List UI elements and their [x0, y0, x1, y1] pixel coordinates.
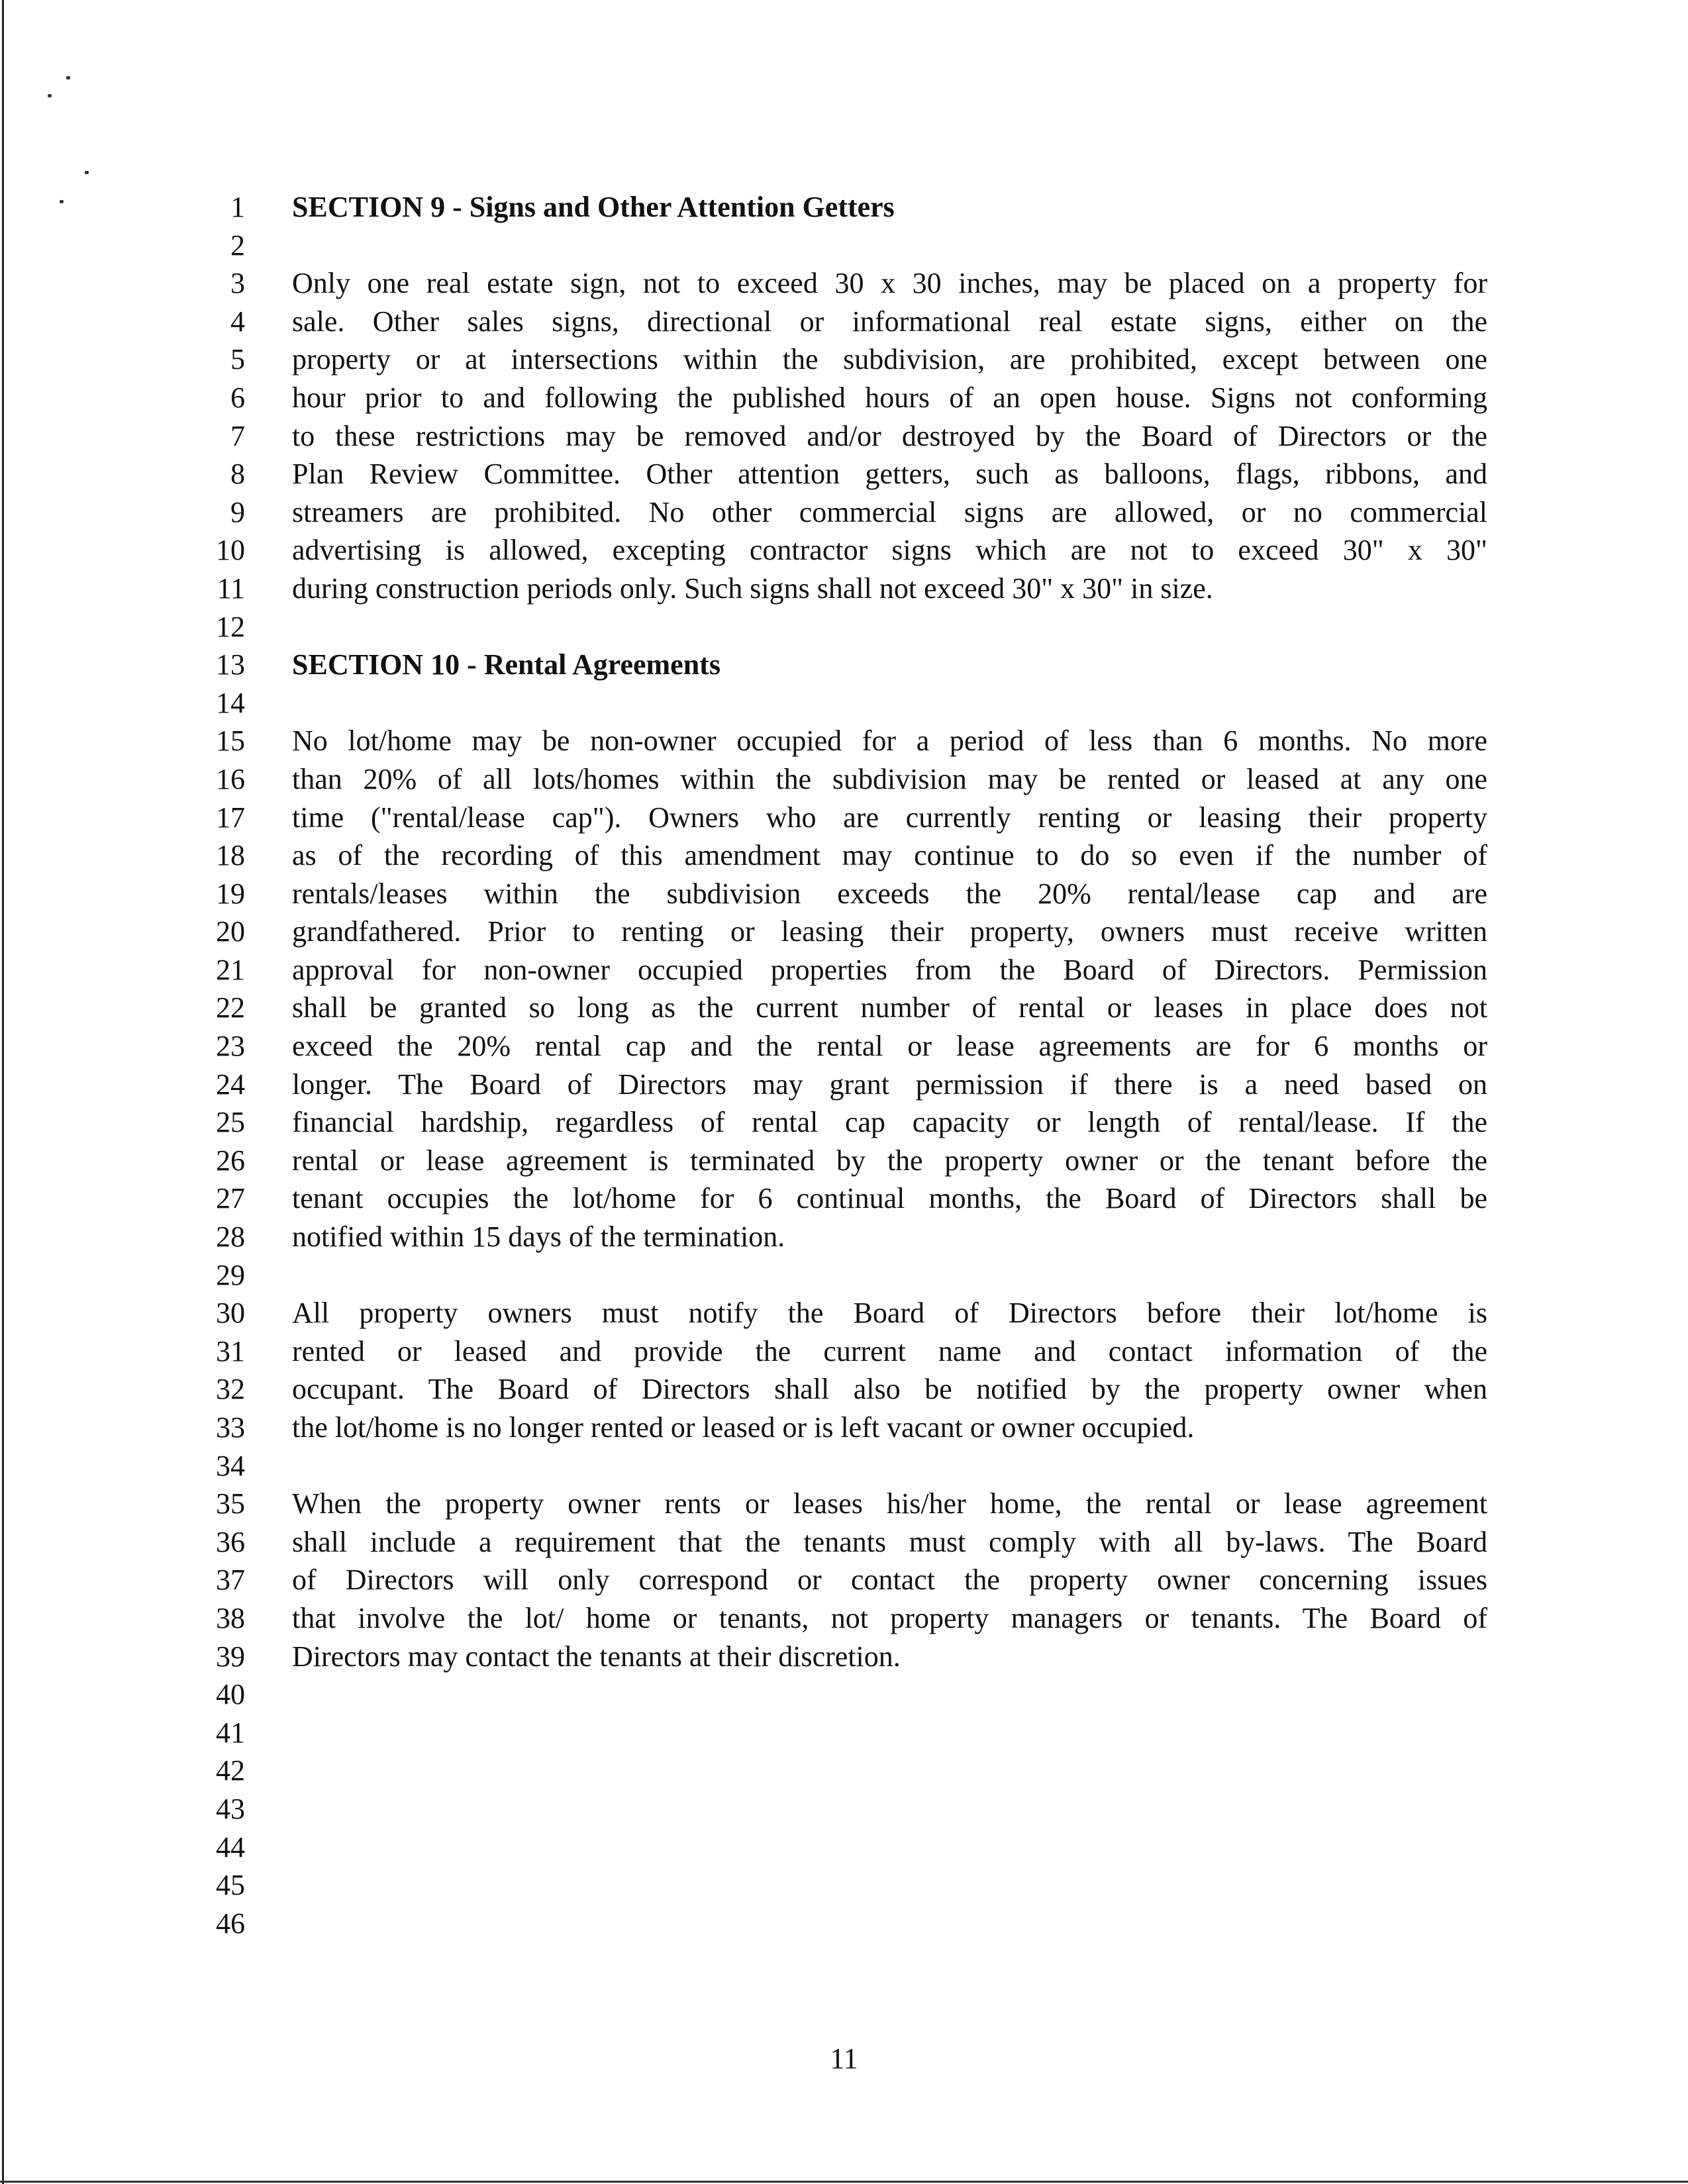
- line-number: 21: [216, 953, 245, 986]
- line-number: 33: [216, 1411, 245, 1444]
- line-number: 16: [216, 762, 245, 795]
- line-number: 2: [230, 228, 245, 262]
- line-number: 18: [216, 839, 245, 872]
- line-number: 19: [216, 877, 245, 910]
- line-number: 1: [230, 191, 245, 223]
- line-number: 45: [216, 1869, 245, 1902]
- line-number: 5: [230, 343, 245, 376]
- line-number: 4: [230, 305, 245, 338]
- text-line: notified within 15 days of the termination.: [292, 1220, 785, 1254]
- line-number: 13: [216, 648, 245, 681]
- line-number: 30: [216, 1297, 245, 1330]
- line-number: 10: [216, 534, 245, 567]
- text-line: financial hardship, regardless of rental cap capacity or length of rental/lease. If the: [292, 1106, 1487, 1139]
- line-number: 31: [216, 1334, 245, 1367]
- text-line: occupant. The Board of Directors shall also be notified by the property owner when: [292, 1373, 1487, 1406]
- line-number: 9: [230, 495, 245, 528]
- text-line: hour prior to and following the published hours of an open house. Signs not conforming: [292, 381, 1487, 414]
- text-line: Directors may contact the tenants at their discretion.: [292, 1640, 901, 1673]
- line-number: 41: [216, 1716, 245, 1749]
- text-line: rented or leased and provide the current name and contact information of the: [292, 1334, 1487, 1367]
- line-number-column: [166, 188, 245, 1942]
- text-line: sale. Other sales signs, directional or informational real estate signs, either on the: [292, 305, 1487, 338]
- blank-line: [292, 226, 1487, 265]
- text-line: When the property owner rents or leases his/her home, the rental or lease agreement: [292, 1487, 1487, 1520]
- line-number: 38: [216, 1601, 245, 1634]
- line-number: 6: [230, 381, 245, 414]
- text-line: streamers are prohibited. No other commercial signs are allowed, or no commercial: [292, 495, 1487, 528]
- line-number: 40: [216, 1678, 245, 1711]
- line-number: 43: [216, 1792, 245, 1825]
- line-number: 25: [216, 1106, 245, 1139]
- document-body: [292, 188, 1487, 1675]
- text-line: Only one real estate sign, not to exceed 30 x 30 inches, may be placed on a property for: [292, 267, 1487, 300]
- blank-line: [292, 1447, 1487, 1485]
- line-number: 44: [216, 1830, 245, 1863]
- text-line: property or at intersections within the subdivision, are prohibited, except between one: [292, 343, 1487, 376]
- text-line: approval for non-owner occupied properties from the Board of Directors. Permission: [292, 953, 1487, 986]
- line-number: 17: [216, 801, 245, 834]
- text-line: rental or lease agreement is terminated by the property owner or the tenant before the: [292, 1144, 1487, 1177]
- text-line: as of the recording of this amendment may continue to do so even if the number of: [292, 839, 1487, 872]
- line-number: 29: [216, 1258, 245, 1291]
- scan-speck: [60, 200, 64, 203]
- section-10-paragraph-2: [292, 1294, 1487, 1446]
- text-line: the lot/home is no longer rented or leased or is left vacant or owner occupied.: [292, 1411, 1195, 1444]
- line-number: 27: [216, 1182, 245, 1215]
- text-line: tenant occupies the lot/home for 6 continual months, the Board of Directors shall be: [292, 1182, 1487, 1215]
- section-9-paragraph: [292, 264, 1487, 607]
- line-number: 8: [230, 458, 245, 491]
- line-number: 36: [216, 1525, 245, 1558]
- text-line: time ("rental/lease cap"). Owners who are currently renting or leasing their property: [292, 801, 1487, 834]
- blank-line: [292, 1256, 1487, 1295]
- page-number: 11: [830, 2042, 858, 2075]
- line-number: 42: [216, 1754, 245, 1787]
- section-10-paragraph-1: [292, 722, 1487, 1256]
- text-line: grandfathered. Prior to renting or leasing their property, owners must receive written: [292, 915, 1487, 948]
- section-9-heading: SECTION 9 - Signs and Other Attention Getters: [292, 191, 895, 223]
- line-number: 12: [216, 610, 245, 643]
- line-number: 7: [230, 419, 245, 452]
- line-number: 34: [216, 1449, 245, 1482]
- scan-edge-left: [2, 0, 4, 2184]
- line-number: 11: [217, 571, 245, 605]
- text-line: longer. The Board of Directors may grant permission if there is a need based on: [292, 1067, 1487, 1101]
- text-line: of Directors will only correspond or contact the property owner concerning issues: [292, 1564, 1487, 1597]
- text-line: advertising is allowed, excepting contractor signs which are not to exceed 30" x 30": [292, 534, 1487, 567]
- text-line: to these restrictions may be removed and/or destroyed by the Board of Directors or the: [292, 419, 1487, 452]
- section-10-heading: SECTION 10 - Rental Agreements: [292, 648, 720, 681]
- scan-speck: [48, 94, 52, 97]
- text-line: All property owners must notify the Board of Directors before their lot/home is: [292, 1297, 1487, 1330]
- blank-line: [292, 684, 1487, 722]
- line-number: 15: [216, 724, 245, 758]
- line-number: 28: [216, 1220, 245, 1254]
- line-number: 14: [216, 686, 245, 719]
- text-line: shall include a requirement that the tenants must comply with all by-laws. The Board: [292, 1525, 1487, 1558]
- line-number: 35: [216, 1487, 245, 1520]
- text-line: shall be granted so long as the current number of rental or leases in place does not: [292, 991, 1487, 1024]
- text-line: exceed the 20% rental cap and the rental or lease agreements are for 6 months or: [292, 1030, 1487, 1063]
- line-number: 23: [216, 1030, 245, 1063]
- text-line: that involve the lot/ home or tenants, not property managers or tenants. The Board of: [292, 1601, 1487, 1634]
- line-number: 37: [216, 1564, 245, 1597]
- line-number: 24: [216, 1067, 245, 1101]
- text-line: than 20% of all lots/homes within the subdivision may be rented or leased at any one: [292, 762, 1487, 795]
- section-10-paragraph-3: [292, 1485, 1487, 1675]
- line-number: 26: [216, 1144, 245, 1177]
- line-number: 32: [216, 1373, 245, 1406]
- scan-speck: [66, 76, 70, 79]
- blank-line: [292, 608, 1487, 646]
- line-number: 20: [216, 915, 245, 948]
- text-line: No lot/home may be non-owner occupied for a period of less than 6 months. No more: [292, 724, 1487, 758]
- line-number: 3: [230, 267, 245, 300]
- scan-edge-bottom: [0, 2181, 1688, 2183]
- scan-speck: [85, 171, 89, 174]
- line-number: 46: [216, 1907, 245, 1940]
- line-number: 22: [216, 991, 245, 1024]
- line-number: 39: [216, 1640, 245, 1673]
- text-line: during construction periods only. Such signs shall not exceed 30" x 30" in size.: [292, 571, 1213, 605]
- text-line: Plan Review Committee. Other attention getters, such as balloons, flags, ribbons, and: [292, 458, 1487, 491]
- text-line: rentals/leases within the subdivision exceeds the 20% rental/lease cap and are: [292, 877, 1487, 910]
